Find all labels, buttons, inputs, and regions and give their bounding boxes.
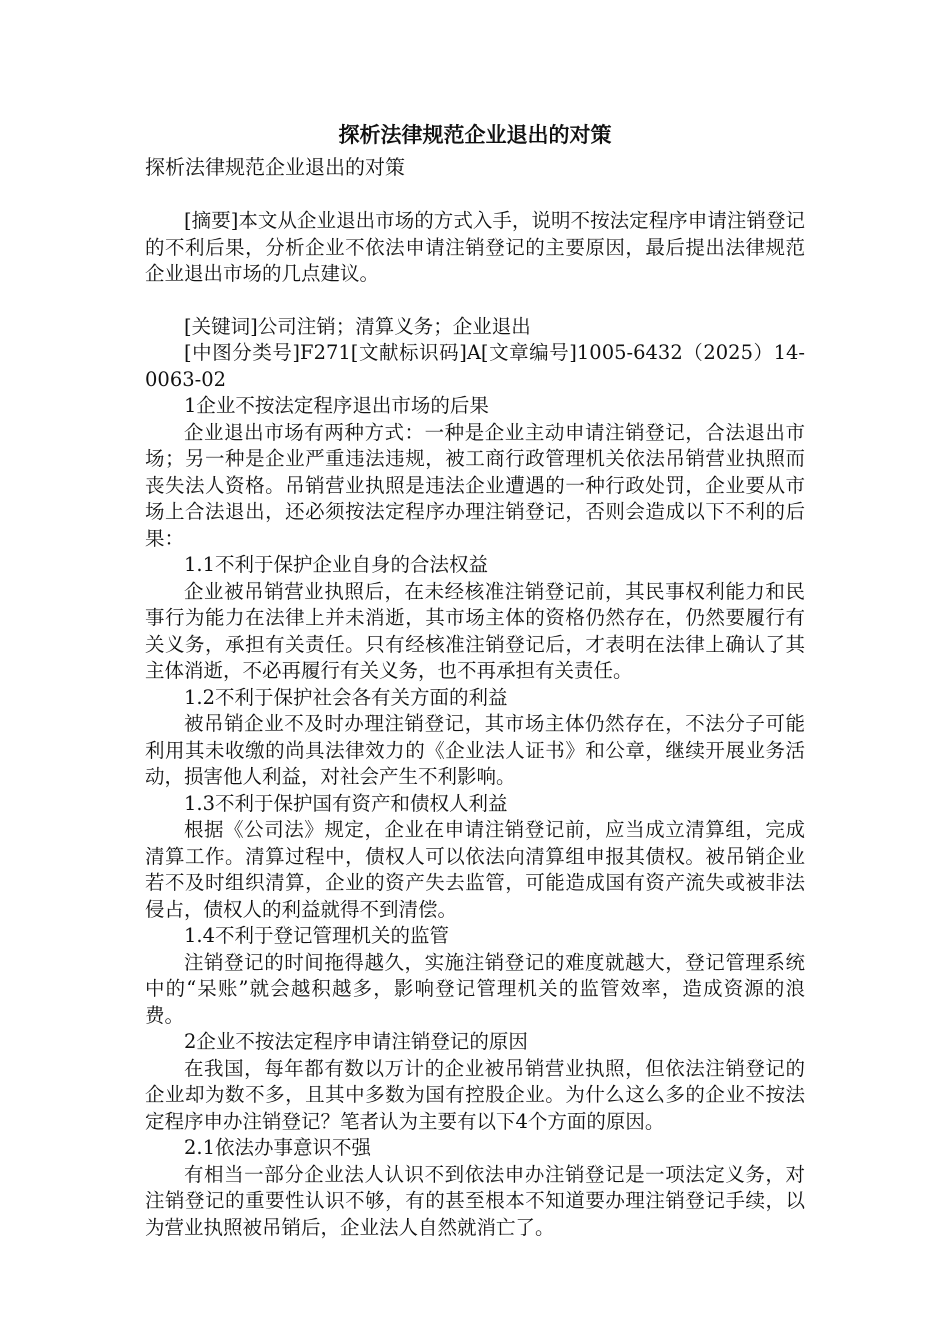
document-page: [145, 118, 805, 1241]
document-subtitle: 探析法律规范企业退出的对策: [145, 155, 405, 179]
section-heading-2-1: 2.1依法办事意识不强: [184, 1136, 372, 1159]
classification-line: [中图分类号]F271[文献标识码]A[文章编号]1005-6432（2025）14-0063-02: [145, 341, 805, 391]
body-paragraph: 根据《公司法》规定，企业在申请注销登记前，应当成立清算组，完成清算工作。清算过程中，债权人可以依法向清算组申报其债权。被吊销企业若不及时组织清算，企业的资产失去监管，可能造成国有资产流失或被非法侵占，债权人的利益就得不到清偿。: [145, 818, 805, 921]
section-heading-1-3: 1.3不利于保护国有资产和债权人利益: [184, 791, 508, 815]
body-paragraph: 在我国，每年都有数以万计的企业被吊销营业执照，但依法注销登记的企业却为数不多，且其中多数为国有控股企业。为什么这么多的企业不按法定程序申办注销登记？笔者认为主要有以下4个方面的原因。: [145, 1056, 805, 1133]
section-heading-2: 2企业不按法定程序申请注销登记的原因: [184, 1030, 528, 1053]
body-paragraph: 被吊销企业不及时办理注销登记，其市场主体仍然存在，不法分子可能利用其未收缴的尚具法律效力的《企业法人证书》和公章，继续开展业务活动，损害他人利益，对社会产生不利影响。: [145, 712, 805, 788]
keywords-line: [关键词]公司注销；清算义务；企业退出: [184, 314, 531, 338]
body-paragraph: 注销登记的时间拖得越久，实施注销登记的难度就越大，登记管理系统中的“呆账”就会越积越多，影响登记管理机关的监管效率，造成资源的浪费。: [145, 950, 805, 1027]
section-heading-1-1: 1.1不利于保护企业自身的合法权益: [184, 553, 489, 576]
section-heading-1-2: 1.2不利于保护社会各有关方面的利益: [184, 685, 508, 709]
section-heading-1-4: 1.4不利于登记管理机关的监管: [184, 924, 450, 947]
body-paragraph: 企业被吊销营业执照后，在未经核准注销登记前，其民事权利能力和民事行为能力在法律上并未消逝，其市场主体的资格仍然存在，仍然要履行有关义务，承担有关责任。只有经核准注销登记后，才表明在法律上确认了其主体消逝，不必再履行有关义务，也不再承担有关责任。: [145, 579, 805, 682]
section-heading-1: 1企业不按法定程序退出市场的后果: [184, 394, 489, 417]
section-gap: [145, 288, 805, 314]
body-paragraph: 企业退出市场有两种方式：一种是企业主动申请注销登记，合法退出市场；另一种是企业严重违法违规，被工商行政管理机关依法吊销营业执照而丧失法人资格。吊销营业执照是违法企业遭遇的一种行政处罚，企业要从市场上合法退出，还必须按法定程序办理注销登记，否则会造成以下不利的后果：: [145, 420, 805, 550]
body-paragraph: 有相当一部分企业法人认识不到依法申办注销登记是一项法定义务，对注销登记的重要性认识不够，有的甚至根本不知道要办理注销登记手续，以为营业执照被吊销后，企业法人自然就消亡了。: [145, 1162, 805, 1239]
abstract-paragraph: [摘要]本文从企业退出市场的方式入手，说明不按法定程序申请注销登记的不利后果，分析企业不依法申请注销登记的主要原因，最后提出法律规范企业退出市场的几点建议。: [145, 209, 805, 285]
document-title: 探析法律规范企业退出的对策: [338, 122, 612, 147]
